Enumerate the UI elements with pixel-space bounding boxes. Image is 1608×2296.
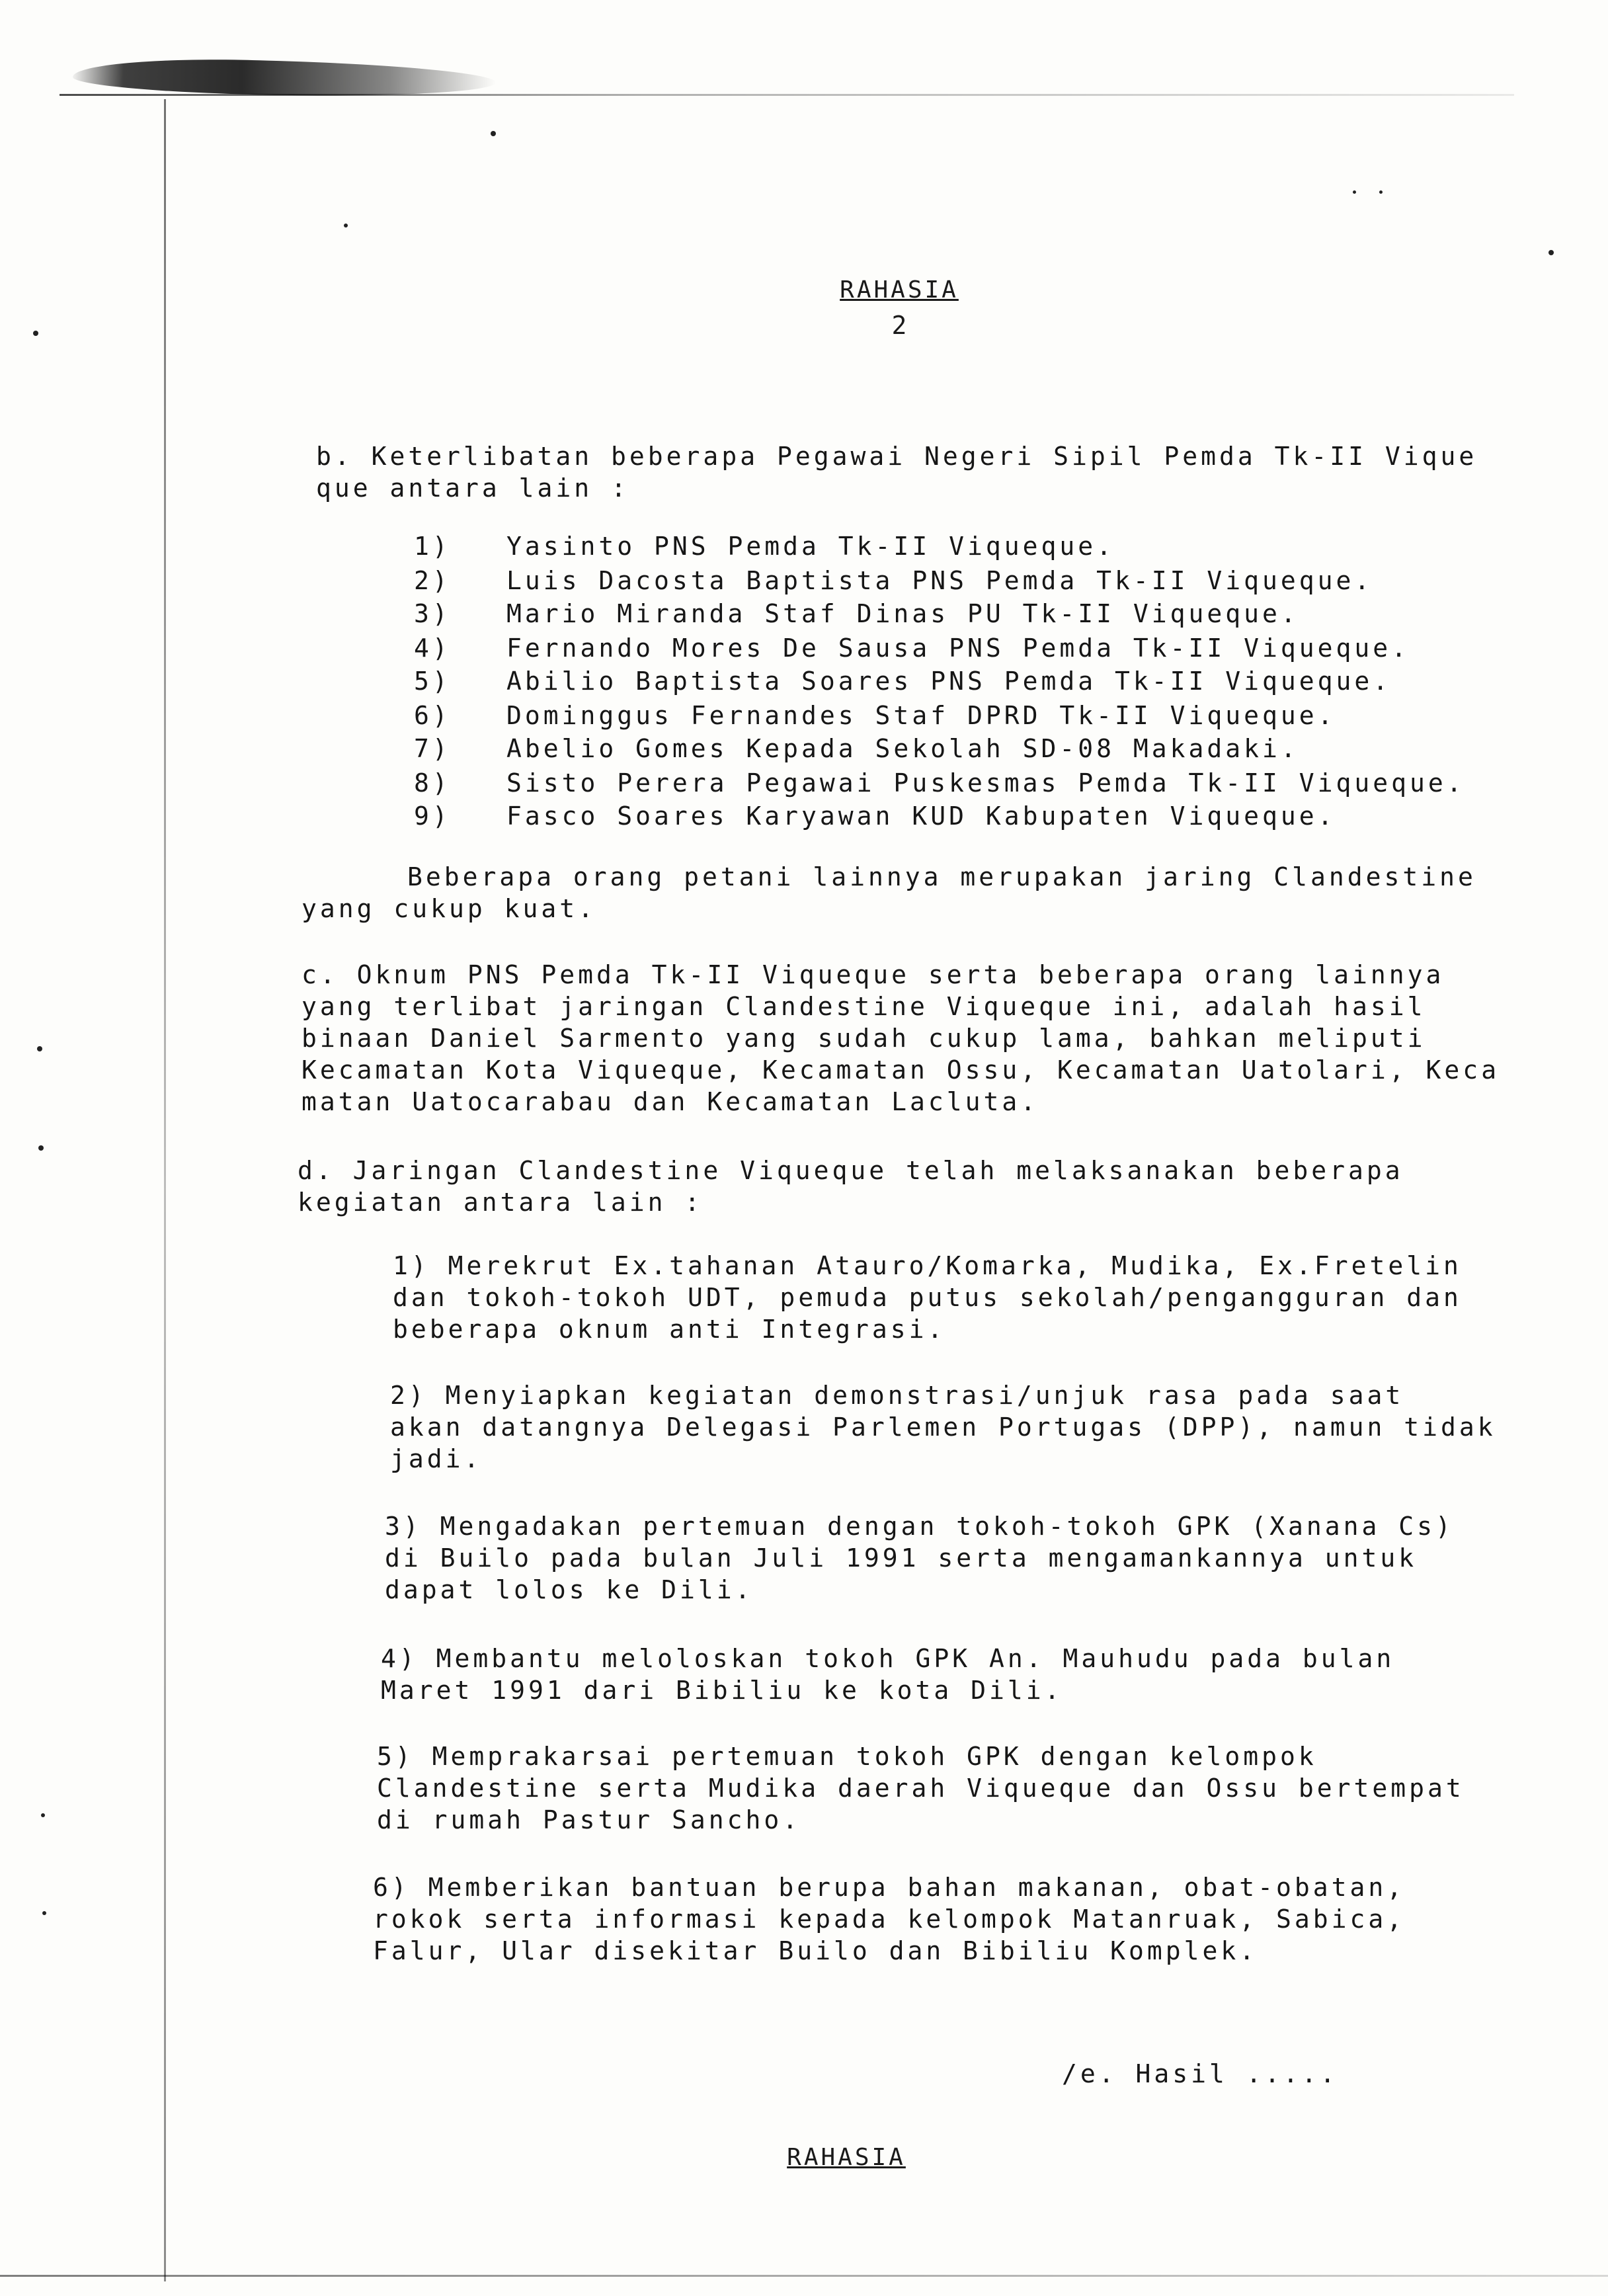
paragraph-line: dapat lolos ke Dili. <box>385 1575 754 1604</box>
list-item: 2) Luis Dacosta Baptista PNS Pemda Tk-II Viqueque. <box>414 566 1373 595</box>
list-item: 3) Mario Miranda Staf Dinas PU Tk-II Viqueque. <box>414 599 1299 628</box>
section-d-heading-cont: kegiatan antara lain : <box>298 1188 704 1217</box>
scan-smudge <box>73 56 497 99</box>
paragraph-line: 1) Merekrut Ex.tahanan Atauro/Komarka, Mudika, Ex.Fretelin <box>393 1251 1462 1280</box>
paragraph-line: matan Uatocarabau dan Kecamatan Lacluta. <box>302 1087 1039 1116</box>
scan-speck <box>37 1046 42 1051</box>
paragraph-line: rokok serta informasi kepada kelompok Matanruak, Sabica, <box>373 1905 1406 1934</box>
list-item: 6) Dominggus Fernandes Staf DPRD Tk-II Viqueque. <box>414 701 1336 730</box>
paragraph-line: beberapa oknum anti Integrasi. <box>393 1315 946 1344</box>
paragraph-line: jadi. <box>390 1444 483 1473</box>
list-item: 9) Fasco Soares Karyawan KUD Kabupaten Viqueque. <box>414 801 1336 831</box>
paragraph-line: 2) Menyiapkan kegiatan demonstrasi/unjuk rasa pada saat <box>390 1381 1404 1410</box>
paragraph-line: akan datangnya Delegasi Parlemen Portugas (DPP), namun tidak <box>390 1413 1496 1442</box>
paragraph-line: di Builo pada bulan Juli 1991 serta mengamankannya untuk <box>385 1543 1418 1573</box>
section-b-closing: Beberapa orang petani lainnya merupakan jaring Clandestine <box>407 862 1476 891</box>
paragraph-line: 4) Membantu meloloskan tokoh GPK An. Mauhudu pada bulan <box>381 1644 1395 1673</box>
paragraph-line: c. Oknum PNS Pemda Tk-II Viqueque serta beberapa orang lainnya <box>302 960 1445 989</box>
scan-speck <box>344 224 348 227</box>
paragraph-line: yang terlibat jaringan Clandestine Viqueque ini, adalah hasil <box>302 992 1426 1021</box>
classification-header: RAHASIA <box>840 276 959 304</box>
scan-margin-line <box>164 99 166 2281</box>
paragraph-line: di rumah Pastur Sancho. <box>377 1805 801 1834</box>
scan-edge-top <box>60 94 1514 96</box>
scan-speck <box>33 331 38 336</box>
scan-speck <box>1353 190 1356 194</box>
classification-footer: RAHASIA <box>787 2144 906 2171</box>
paragraph-line: 3) Mengadakan pertemuan dengan tokoh-tokoh GPK (Xanana Cs) <box>385 1512 1454 1541</box>
scan-speck <box>42 1911 46 1915</box>
list-item: 1) Yasinto PNS Pemda Tk-II Viqueque. <box>414 532 1115 561</box>
page-number: 2 <box>891 311 907 340</box>
paragraph-line: Falur, Ular disekitar Builo dan Bibiliu Komplek. <box>373 1936 1258 1965</box>
list-item: 8) Sisto Perera Pegawai Puskesmas Pemda Tk-II Viqueque. <box>414 768 1465 798</box>
list-item: 4) Fernando Mores De Sausa PNS Pemda Tk-II Viqueque. <box>414 634 1410 663</box>
paragraph-line: Maret 1991 dari Bibiliu ke kota Dili. <box>381 1676 1063 1705</box>
scan-speck <box>1379 190 1383 194</box>
section-b-heading-cont: que antara lain : <box>316 473 629 503</box>
paragraph-line: binaan Daniel Sarmento yang sudah cukup lama, bahkan meliputi <box>302 1024 1426 1053</box>
scan-speck <box>491 131 496 136</box>
paragraph-line: dan tokoh-tokoh UDT, pemuda putus sekolah/pengangguran dan <box>393 1283 1462 1312</box>
scan-speck <box>38 1145 44 1151</box>
list-item: 5) Abilio Baptista Soares PNS Pemda Tk-II Viqueque. <box>414 667 1392 696</box>
scan-edge-bottom <box>0 2275 1608 2277</box>
list-item: 7) Abelio Gomes Kepada Sekolah SD-08 Makadaki. <box>414 734 1299 763</box>
paragraph-line: Clandestine serta Mudika daerah Viqueque dan Ossu bertempat <box>377 1774 1465 1803</box>
scan-speck <box>1548 250 1554 255</box>
paragraph-line: 6) Memberikan bantuan berupa bahan makanan, obat-obatan, <box>373 1873 1406 1902</box>
scan-speck <box>41 1813 45 1817</box>
section-b-closing-cont: yang cukup kuat. <box>302 894 597 923</box>
paragraph-line: 5) Memprakarsai pertemuan tokoh GPK dengan kelompok <box>377 1742 1317 1771</box>
section-b-heading: b. Keterlibatan beberapa Pegawai Negeri Sipil Pemda Tk-II Vique <box>316 442 1478 471</box>
continuation-note: /e. Hasil ..... <box>1062 2059 1339 2088</box>
section-d-heading: d. Jaringan Clandestine Viqueque telah melaksanakan beberapa <box>298 1156 1404 1185</box>
paragraph-line: Kecamatan Kota Viqueque, Kecamatan Ossu, Kecamatan Uatolari, Keca <box>302 1055 1500 1085</box>
